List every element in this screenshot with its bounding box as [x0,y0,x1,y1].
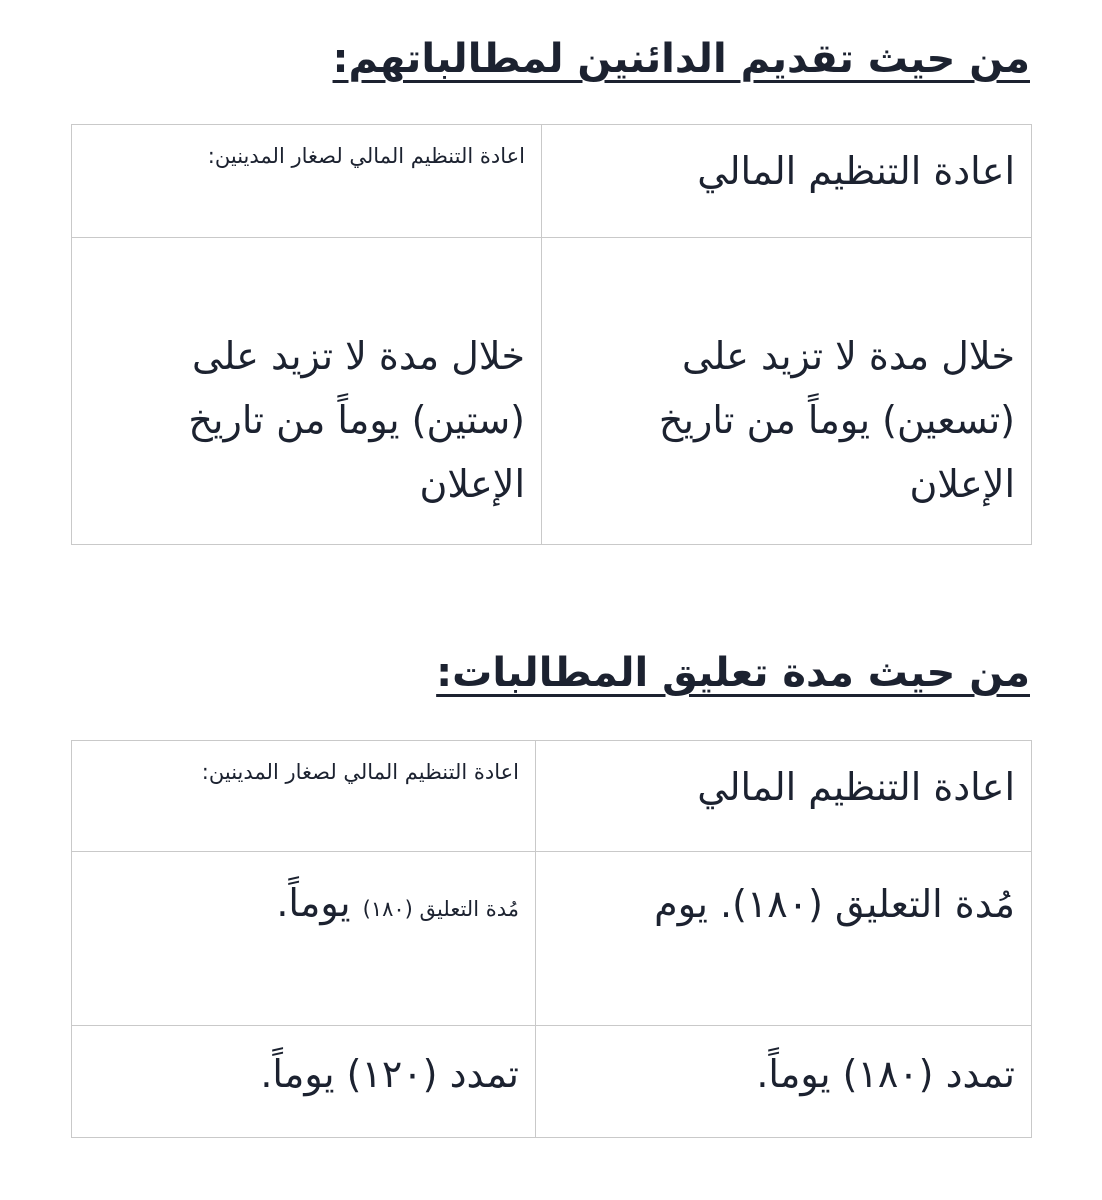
extension-period-financial-reorganization: تمدد (١٨٠) يوماً. [536,1026,1032,1138]
table-row [72,1026,1032,1138]
suspension-period-suffix: يوماً. [276,881,363,925]
table-row [72,238,1032,545]
claims-period-small-debtors: خلال مدة لا تزيد على (ستين) يوماً من تاريخ الإعلان [72,238,542,545]
header-financial-reorganization: اعادة التنظيم المالي [536,741,1032,852]
section-heading-claims-submission: من حيث تقديم الدائنين لمطالباتهم: [332,36,1030,82]
header-small-debtors-reorganization: اعادة التنظيم المالي لصغار المدينين: [72,741,536,852]
claims-suspension-table [71,740,1032,1138]
section-heading-claims-suspension: من حيث مدة تعليق المطالبات: [436,650,1030,696]
claims-period-financial-reorganization: خلال مدة لا تزيد على (تسعين) يوماً من تاريخ الإعلان [542,238,1032,545]
header-financial-reorganization: اعادة التنظيم المالي [542,125,1032,238]
extension-period-small-debtors: تمدد (١٢٠) يوماً. [72,1026,536,1138]
suspension-period-small-debtors [72,852,536,1026]
table-header-row [72,125,1032,238]
table-header-row [72,741,1032,852]
table-row [72,852,1032,1026]
suspension-period-prefix: مُدة التعليق (١٨٠) [362,897,519,921]
claims-submission-table [71,124,1032,545]
header-small-debtors-reorganization: اعادة التنظيم المالي لصغار المدينين: [72,125,542,238]
suspension-period-financial-reorganization: مُدة التعليق (١٨٠). يوم [536,852,1032,1026]
